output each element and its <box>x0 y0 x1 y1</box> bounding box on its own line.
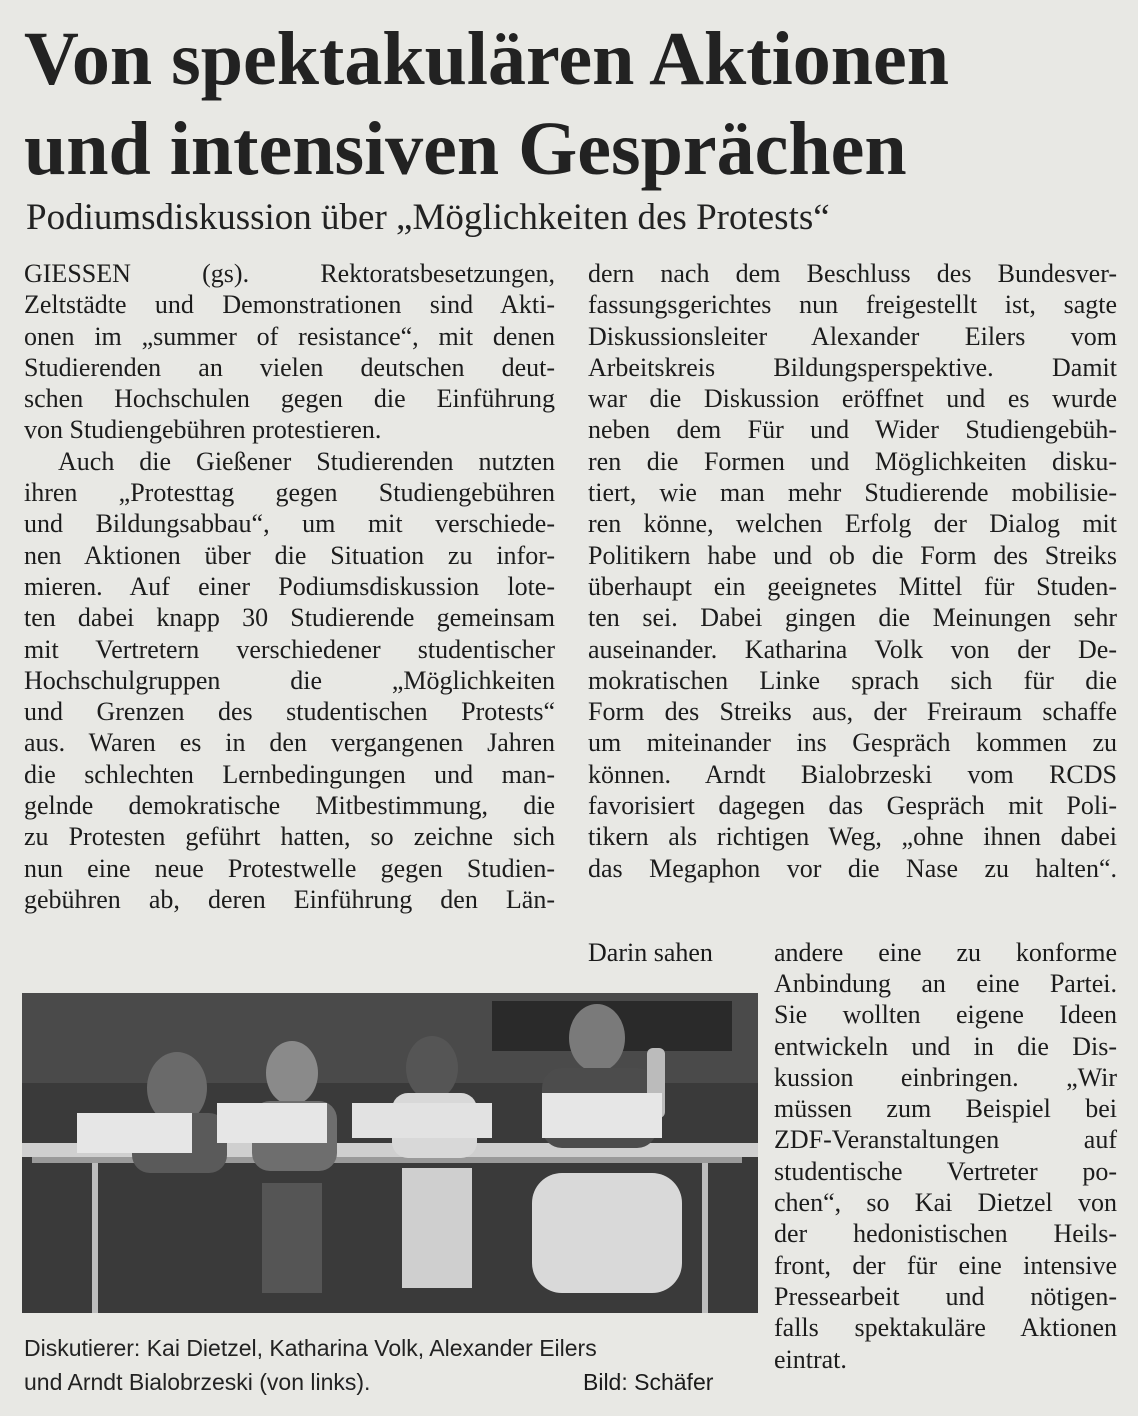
text-line: mieren. Auf einer Podiumsdiskussion lote- <box>24 571 555 601</box>
photo-person-3-head <box>406 1036 458 1100</box>
text-line: front, der für eine intensive <box>774 1250 1117 1280</box>
text-line: können. Arndt Bialobrzeski vom RCDS <box>588 759 1117 789</box>
text-line: Hochschulgruppen die „Möglichkeiten <box>24 665 555 695</box>
text-line: überhaupt ein geeignetes Mittel für Studen- <box>588 571 1117 601</box>
photo-name-card-4 <box>542 1093 662 1138</box>
photo-person-4-head <box>569 1004 625 1072</box>
text-line: eintrat. <box>774 1344 847 1374</box>
text-line: fassungsgerichtes nun freigestellt ist, sagte <box>588 290 1117 320</box>
darin-start: Darin sahen <box>588 938 713 967</box>
text-line: tikern als richtigen Weg, „ohne ihnen dabei <box>588 822 1117 852</box>
text-line: schen Hochschulen gegen die Einführung <box>24 384 555 414</box>
right-narrow-column <box>774 968 1117 1375</box>
text-line: und Bildungsabbau“, um mit verschiede- <box>24 509 555 539</box>
headline <box>24 14 1124 194</box>
text-line: Pressearbeit und nötigen- <box>774 1281 1117 1311</box>
text-line: dern nach dem Beschluss des Bundesver- <box>588 259 1117 288</box>
text-line: mit Vertretern verschiedener studentischer <box>24 634 555 664</box>
text-line: Form des Streiks aus, der Freiraum schaffe <box>588 697 1117 727</box>
text-line: ren könne, welchen Erfolg der Dialog mit <box>588 509 1117 539</box>
text-line: nen Aktionen über die Situation zu infor- <box>24 540 555 570</box>
text-line: zu Protesten geführt hatten, so zeichne sich <box>24 822 555 852</box>
text-line: favorisiert dagegen das Gespräch mit Poli- <box>588 791 1117 821</box>
text-line: auseinander. Katharina Volk von der De- <box>588 634 1117 664</box>
text-line: entwickeln und in die Dis- <box>774 1031 1117 1061</box>
text-line: der hedonistischen Heils- <box>774 1219 1117 1249</box>
photo-caption-line-2: und Arndt Bialobrzeski (von links). <box>24 1369 371 1395</box>
text-line: ten dabei knapp 30 Studierende gemeinsam <box>24 603 555 633</box>
text-line: Diskussionsleiter Alexander Eilers vom <box>588 321 1117 351</box>
subheadline: Podiumsdiskussion über „Möglichkeiten des Protests“ <box>26 197 830 238</box>
text-line: Auch die Gießener Studierenden nutzten <box>58 446 555 476</box>
text-line: onen im „summer of resistance“, mit denen <box>24 321 555 351</box>
text-line: Anbindung an eine Partei. <box>774 969 1117 998</box>
photo-name-card-1 <box>77 1113 192 1153</box>
text-line: ren die Formen und Möglichkeiten disku- <box>588 446 1117 476</box>
text-line: tiert, wie man mehr Studierende mobilisie- <box>588 478 1117 508</box>
photo-table-leg-2 <box>702 1163 708 1313</box>
text-line: Studierenden an vielen deutschen deut- <box>24 352 555 382</box>
text-line: Zeltstädte und Demonstrationen sind Akti- <box>24 290 555 320</box>
text-line: und Grenzen des studentischen Protests“ <box>24 697 555 727</box>
right-column <box>588 258 1117 884</box>
left-column <box>24 258 555 915</box>
text-line: mokratischen Linke sprach sich für die <box>588 665 1117 695</box>
headline-line-2: und intensiven Gesprächen <box>24 107 907 191</box>
text-line: kussion einbringen. „Wir <box>774 1062 1117 1092</box>
text-line: die schlechten Lernbedingungen und man- <box>24 759 555 789</box>
text-line: Politikern habe und ob die Form des Streiks <box>588 540 1117 570</box>
text-line: neben dem Für und Wider Studiengebüh- <box>588 415 1117 445</box>
text-line: nun eine neue Protestwelle gegen Studien- <box>24 853 555 883</box>
text-line: war die Diskussion eröffnet und es wurde <box>588 384 1117 414</box>
text-line: ten sei. Dabei gingen die Meinungen sehr <box>588 603 1117 633</box>
text-line: ihren „Protesttag gegen Studiengebühren <box>24 478 555 508</box>
photo-table-leg-1 <box>92 1163 98 1313</box>
photo-person-3-legs <box>402 1168 472 1288</box>
photo-person-2-legs <box>262 1183 322 1293</box>
photo-credit: Bild: Schäfer <box>583 1369 714 1395</box>
text-line: gelnde demokratische Mitbestimmung, die <box>24 791 555 821</box>
text-line: falls spektakuläre Aktionen <box>774 1313 1117 1343</box>
headline-line-1: Von spektakulären Aktionen <box>24 17 949 101</box>
text-line: müssen zum Beispiel bei <box>774 1094 1117 1124</box>
text-line: ZDF-Veranstaltungen auf <box>774 1125 1117 1155</box>
photo-name-card-3 <box>352 1103 492 1138</box>
photo-name-card-2 <box>217 1103 327 1143</box>
text-line: studentische Vertreter po- <box>774 1156 1117 1186</box>
text-line: von Studiengebühren protestieren. <box>24 415 382 445</box>
photo-person-4-legs <box>532 1173 682 1293</box>
text-line: um miteinander ins Gespräch kommen zu <box>588 728 1117 758</box>
text-line: gebühren ab, deren Einführung den Län- <box>24 884 555 914</box>
text-line: das Megaphon vor die Nase zu halten“. <box>588 853 1117 883</box>
text-line: aus. Waren es in den vergangenen Jahren <box>24 728 555 758</box>
photo-person-2-head <box>266 1041 318 1105</box>
text-line: GIESSEN (gs). Rektoratsbesetzungen, <box>24 259 555 288</box>
photo-caption-line-1: Diskutierer: Kai Dietzel, Katharina Volk, Alexander Eilers <box>24 1335 597 1361</box>
panel-discussion-photo <box>22 993 758 1313</box>
text-line: chen“, so Kai Dietzel von <box>774 1188 1117 1218</box>
text-line: Sie wollten eigene Ideen <box>774 1000 1117 1030</box>
text-line: Arbeitskreis Bildungsperspektive. Damit <box>588 352 1117 382</box>
right-column-darin-line <box>588 937 1117 968</box>
darin-rest: andere eine zu konforme <box>774 938 1117 967</box>
